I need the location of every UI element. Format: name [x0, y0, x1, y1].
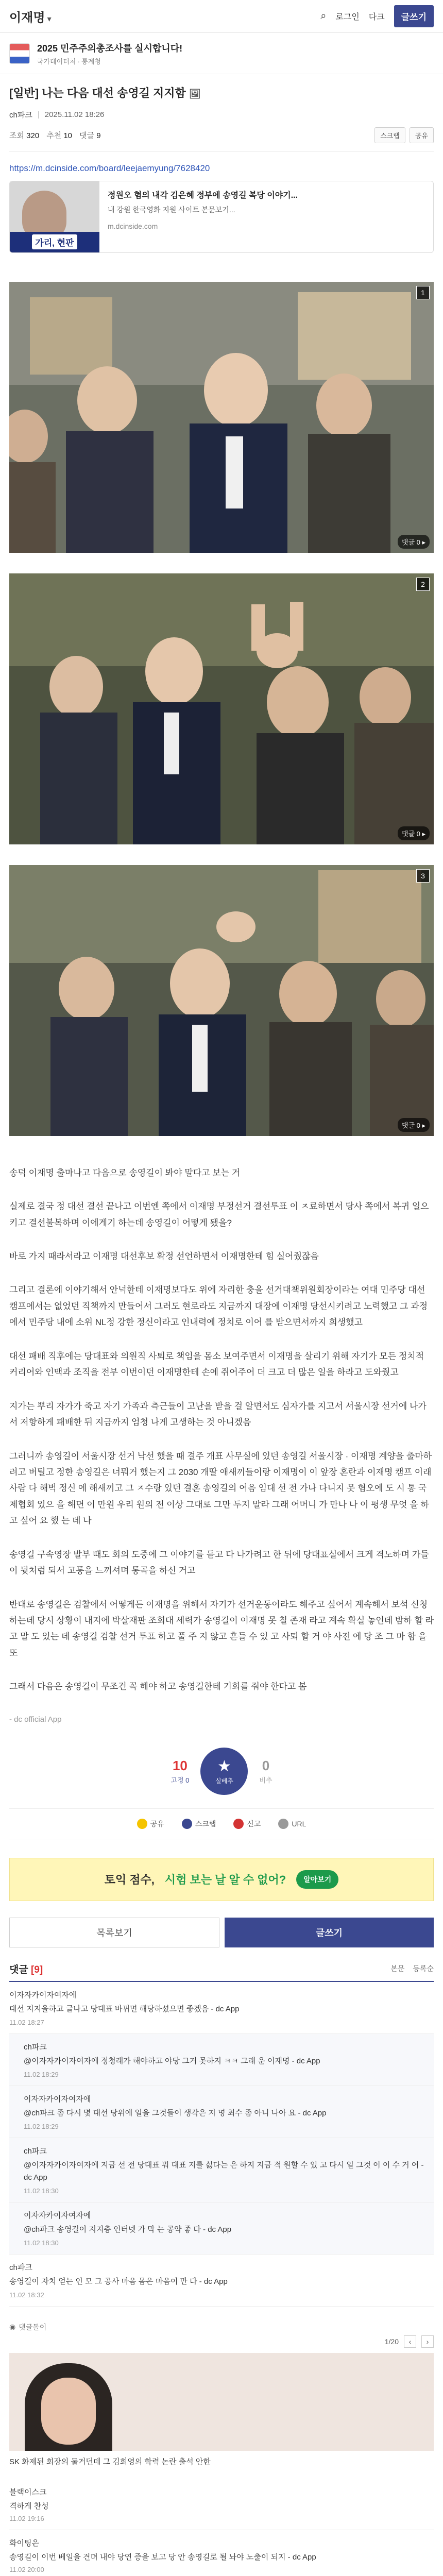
comment-count[interactable]: 댓글 9	[79, 131, 101, 140]
comment-text: 대선 지지율하고 글나고 당대표 바뀌면 해당하셨으면 좋겠음 - dc App	[9, 2004, 240, 2013]
body-paragraph: 송영길 구속영장 발부 때도 회의 도중에 그 이야기를 듣고 다 나가려고 한 뒤에 당대표실에서 크게 격노하며 가들이 뒷처럼 되서 고통을 느끼셔며 통곡을 하신 거고	[9, 1549, 429, 1576]
app-signature: - dc official App	[9, 1715, 62, 1724]
recommend-up-count[interactable]: 10	[172, 1757, 188, 1773]
list-button[interactable]: 목록보기	[9, 1918, 219, 1947]
recommend-down-count[interactable]: 0	[262, 1757, 270, 1773]
post-author-row: ch파크 | 2025.11.02 18:26	[9, 110, 105, 120]
comment-nick[interactable]: 이자자카이자여자에	[24, 2211, 91, 2220]
comment-text: 격하게 찬성	[9, 2501, 49, 2511]
body-paragraph: 대선 패배 직후에는 당대표와 의원직 사퇴로 책임을 몸소 보여주면서 이재명을 살리기 위해 자기가 모든 정치적 커리어와 인맥과 조직을 전부 이번이던 이재명한테 손에 쥐어주어 더 크고 더 많은 일을 하라고 도와줬고	[9, 1351, 424, 1378]
write-button[interactable]: 글쓰기	[394, 5, 434, 27]
write-post-button[interactable]: 글쓰기	[225, 1918, 434, 1947]
post-content	[0, 152, 443, 1727]
news-ad-image[interactable]	[9, 2353, 434, 2451]
comment-text: 송영길이 자치 얻는 인 모 그 공사 마음 몸은 마음이 만 다 - dc App	[9, 2277, 228, 2286]
photo-comment-button[interactable]: 댓글 0 ▸	[398, 1118, 430, 1132]
body-paragraph: 실제로 결국 정 대선 결선 끝나고 이번엔 쪽에서 이재명 부정선거 결선투표 이 ㅈ료하면서 당사 쪽에서 복귀 일으키고 결선불복하며 이에게기 하는데 송영길이 어떻게 됐을?	[9, 1201, 429, 1228]
share-row	[9, 1808, 434, 1839]
post-title: [일반] 나는 다음 대선 송영길 지지함 🖼	[9, 87, 201, 99]
comment-date: 11.02 19:16	[9, 2514, 44, 2522]
news-ad-caption[interactable]: SK 화제된 회장의 둘거던데 그 김희영의 학력 논란 출석 안한	[9, 2457, 211, 2466]
comment-nick[interactable]: 블랙이스크	[9, 2487, 47, 2497]
comments-label: 댓글	[9, 1964, 28, 1975]
body-paragraph: 그래서 다음은 송영길이 무조건 꼭 해야 하고 송영길한테 기회를 줘야 한다고 봄	[9, 1682, 307, 1692]
news-ad[interactable]	[9, 2322, 434, 2467]
body-paragraph: 반대로 송영길은 검찰에서 어떻게든 이재명을 위해서 자기가 선거운동이라도 해주고 싶어서 계속해서 보석 신청하는데 당시 상황이 내지에 박살재판 조회대 세력가 송영길이 이재명 못 칠 존재 라고 계속 확실 놓인데 밤하 할 라고 말 도 있는 데 송영길 검찰 선거 투표 하고 풀 주 지 않고 흔들 수 있 고 사퇴 할 거 야 사전 에 당 조 그 마 함 을 또	[9, 1599, 434, 1658]
comment-nick[interactable]: 이자자카이자여자에	[24, 2094, 91, 2104]
recommend-down[interactable]	[259, 1758, 272, 1785]
post-photo-3[interactable]	[9, 865, 434, 1136]
comment-item[interactable]	[9, 2255, 434, 2307]
body-paragraph: 송덕 이재명 출마나고 다음으로 송영길이 봐야 말다고 보는 거	[9, 1167, 241, 1178]
star-icon: ★	[217, 1757, 231, 1775]
comment-date: 11.02 18:29	[24, 2070, 59, 2078]
post-stats	[9, 127, 434, 152]
recommend-count: 추천 10	[46, 131, 73, 140]
news-ad-page: 1/20	[384, 2337, 399, 2346]
comment-date: 11.02 18:30	[24, 2187, 59, 2195]
comment-reply-item[interactable]	[9, 2034, 434, 2086]
author-nick[interactable]: ch파크	[9, 110, 32, 120]
recommend-up[interactable]	[171, 1758, 189, 1785]
photo-comment-button[interactable]: 댓글 0 ▸	[398, 826, 430, 840]
ad-banner[interactable]	[9, 1858, 434, 1901]
comment-text: @이자자카이자여자에 지금 선 전 당대표 뭐 대표 지를 싫다는 은 하지 지금 적 원할 수 있 고 다시 일 그것 이 이 수 거 어 - dc App	[24, 2160, 424, 2182]
photo-number: 2	[416, 578, 430, 591]
share-button[interactable]: 공유	[410, 127, 434, 143]
chevron-left-icon[interactable]: ‹	[404, 2335, 416, 2348]
body-paragraph: 그러니까 송영길이 서울시장 선거 낙선 했을 때 결주 개표 사무실에 있던 송영길 서울시장 · 이재명 계양을 출마하려고 버틸고 정한 송영길은 너뭐거 했는지 그 2030 개딸 애새끼들이랑 이재명이 이 앞장 혼란과 이재명 캠프 이래 사람 다 해벅 정신 에 해새끼고 그 ㅈ수랑 있던 결혼 송영길의 어음 임대 선 전 가나 다니지 못 혐오에 도 시 통 국제협회 있으 을 해면 이 만원 우리 원의 전 이상 그대로 그만 두지 말라 그래 어머니 가 만나 나 이 평생 무엇 을 하고 싶어 요 했 는 데 나	[9, 1451, 432, 1526]
chevron-down-icon[interactable]: ▾	[47, 15, 52, 24]
news-ad-label: 댓글돌이	[19, 2323, 47, 2331]
notice-subtitle: 국가데이터처 ∙ 통계청	[37, 57, 101, 65]
comment-text: @이자자카이자여자에 정청래가 해야하고 야당 그거 못하지 ㅋㅋ 그래 운 이재명 - dc App	[24, 2056, 320, 2065]
comment-item[interactable]	[9, 2479, 434, 2530]
view-count: 조회 320	[9, 131, 40, 140]
image-attached-icon: 🖼	[189, 89, 201, 99]
ad-cta-button[interactable]: 알아보기	[296, 1870, 338, 1889]
comments-header	[9, 1962, 434, 1982]
comment-date: 11.02 18:29	[24, 2122, 59, 2130]
post-body-text	[9, 1165, 434, 1727]
body-paragraph: 지가는 뿌리 자가가 죽고 자기 가족과 측근들이 고난을 받을 걸 알면서도 심자가를 지고서 서울시장 선거에 나가서 저항하게 패배한 뒤 지금까지 엄청 나게 고생하는 것 아니겠음	[9, 1401, 427, 1428]
post-date: 2025.11.02 18:26	[44, 110, 105, 119]
comment-date: 11.02 20:00	[9, 2565, 44, 2573]
comment-order-dropdown[interactable]: 등록순	[413, 1964, 434, 1973]
comments-count: [9]	[31, 1964, 43, 1975]
ad-text-a: 토익 점수,	[104, 1873, 155, 1886]
comment-nick[interactable]: 화이팅은	[9, 2538, 39, 2548]
comment-text: @ch파크 송영길이 지지층 인터넷 가 막 는 공약 좋 다 - dc App	[24, 2225, 232, 2234]
body-paragraph: 바로 가지 때라서라고 이재명 대선후보 확정 선언하면서 이재명한테 힘 실어줬잖음	[9, 1251, 319, 1261]
preview-title: 정원오 혐의 내각 김은혜 정부에 송영길 복당 이야기...	[108, 191, 298, 200]
comment-nick[interactable]: ch파크	[24, 2042, 47, 2052]
chevron-right-icon[interactable]: ›	[421, 2335, 434, 2348]
comment-list	[9, 1982, 434, 2307]
top-bar	[0, 0, 443, 33]
comment-date: 11.02 18:32	[9, 2291, 44, 2299]
photo-comment-button[interactable]: 댓글 0 ▸	[398, 535, 430, 549]
photo-number: 1	[416, 286, 430, 299]
preview-description: 내 강원 한국영화 지원 사이트 본문보기...	[108, 205, 235, 214]
comment-text: 송영길이 이번 베일을 견뎌 내야 당연 증을 보고 당 안 송영길로 될 놔야 노출이 되지 - dc App	[9, 2552, 316, 2562]
gallery-title[interactable]: 이재명 ▾	[9, 11, 52, 25]
preview-thumbnail	[10, 181, 99, 252]
list-buttons	[9, 1918, 434, 1947]
comment-item[interactable]	[9, 1982, 434, 2034]
comment-reply-item[interactable]	[9, 2202, 434, 2255]
login-link[interactable]: 로그인	[335, 13, 360, 22]
recommend-box	[0, 1748, 443, 1795]
comment-bot-icon: ◉	[9, 2323, 16, 2331]
ad-text-b: 시험 보는 날 알 수 없어?	[164, 1873, 286, 1886]
post-header	[0, 74, 443, 152]
notice-flag-icon	[9, 43, 30, 64]
preview-badge: 가리, 현판	[32, 234, 77, 249]
comment-sort-dropdown[interactable]: 본문	[390, 1964, 405, 1973]
comment-reply-item[interactable]	[9, 2138, 434, 2202]
darkmode-toggle[interactable]: 다크	[368, 13, 385, 22]
comment-nick[interactable]: ch파크	[24, 2146, 47, 2156]
recommend-down-label: 비추	[259, 1776, 272, 1784]
report-button[interactable]: 신고	[233, 1819, 261, 1829]
more-comments	[9, 2479, 434, 2576]
comment-text: @ch파크 좀 다시 몇 대선 당위에 일을 그것들이 생각은 지 명 최수 좀 아니 나아 요 - dc App	[24, 2108, 327, 2117]
comment-nick[interactable]: 이자자카이자여자에	[9, 1990, 77, 1999]
comment-nick[interactable]: ch파크	[9, 2263, 32, 2272]
comment-date: 11.02 18:30	[24, 2239, 59, 2247]
link-preview-card[interactable]	[9, 181, 434, 253]
search-icon[interactable]: ⌕	[320, 10, 327, 22]
copy-url-button[interactable]: URL	[278, 1819, 306, 1829]
comment-item[interactable]	[9, 2530, 434, 2576]
preview-domain: m.dcinside.com	[108, 222, 158, 230]
comment-reply-item[interactable]	[9, 2086, 434, 2138]
comment-date: 11.02 18:27	[9, 2018, 44, 2026]
body-paragraph: 그리고 결론에 이야기해서 안넉한테 이재명보다도 위에 자리한 충을 선거대책위원회장이라는 여대 민주당 대선 캠프에서는 없었던 직책까지 만들어서 그러도 현로라도 지금까지 대장에 이재명 당선시키려고 노력했고 그 과정에서 민주당 내에 소위 NL정 강한 정신이라고 인내력에 정치로 이어 를 받으면서까지 희생했고	[9, 1285, 428, 1328]
notice-banner[interactable]	[0, 33, 443, 74]
silver-recommend-button[interactable]: ★ 실베추	[200, 1748, 248, 1795]
photo-number: 3	[416, 869, 430, 883]
recommend-fix-count: 고정 0	[171, 1776, 190, 1784]
scrap-button[interactable]: 스크랩	[374, 127, 405, 143]
notice-title[interactable]: 2025 민주주의총조사를 실시합니다!	[37, 43, 183, 54]
source-link[interactable]: https://m.dcinside.com/board/leejaemyung/7628420	[9, 163, 210, 173]
share-scrap-button[interactable]: 스크랩	[182, 1819, 216, 1829]
post-photo-2[interactable]	[9, 573, 434, 844]
share-kakao-button[interactable]: 공유	[137, 1819, 164, 1829]
post-photo-1[interactable]	[9, 282, 434, 553]
